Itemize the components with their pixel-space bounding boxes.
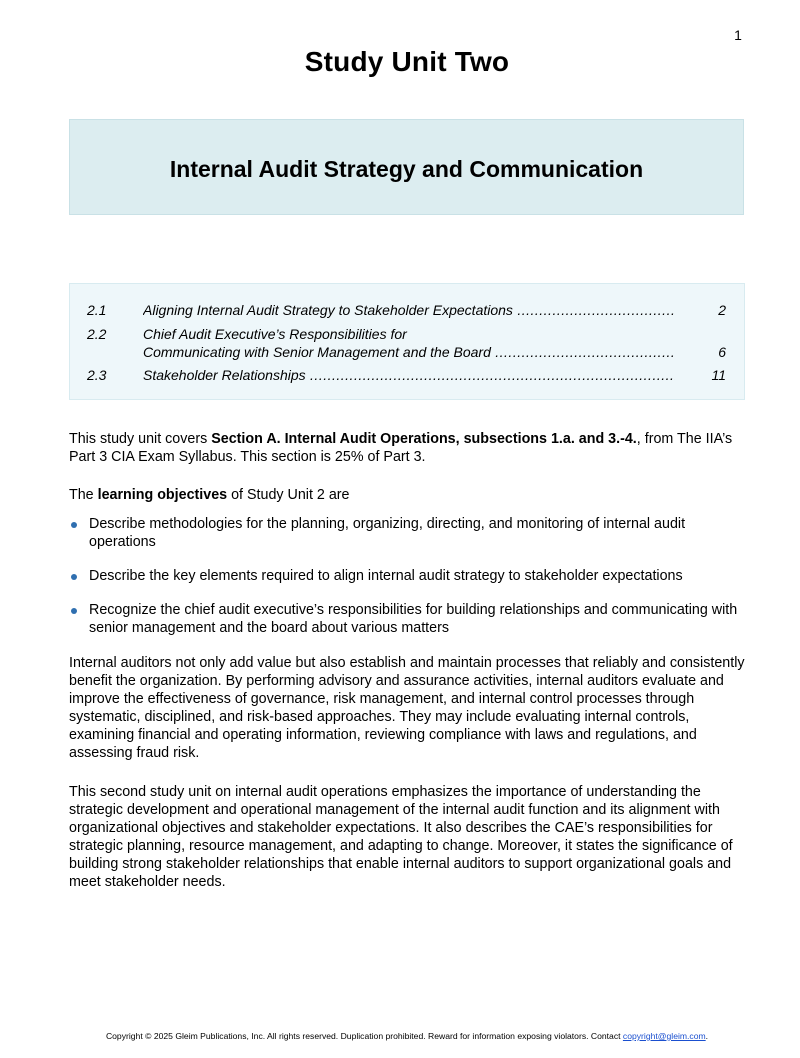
toc-section-title (143, 302, 675, 318)
table-of-contents (69, 283, 745, 400)
body-paragraph-1: Internal auditors not only add value but also establish and maintain processes that reliably and consistently benefit the organization. By performing advisory and assurance activities, internal auditors evaluate and improve the effectiveness of governance, risk management, and internal control processes through systematic, disciplined, and risk-based approaches. They may include evaluating internal controls, examining financial and operating information, reviewing compliance with laws and regulations, and assessing fraud risk. (69, 655, 745, 761)
copyright-footer (0, 1031, 800, 1041)
footer-end: . (705, 1031, 709, 1041)
toc-title-line: Chief Audit Executive’s Responsibilities for (143, 326, 407, 342)
intro-text: This study unit covers (69, 431, 212, 447)
toc-section-number: 2.2 (87, 326, 107, 342)
intro-paragraph (69, 430, 749, 466)
list-item (69, 515, 749, 551)
bullet-icon (71, 574, 77, 580)
toc-page-number: 6 (718, 344, 726, 360)
toc-section-title (143, 367, 675, 383)
objectives-intro-text-end: of Study Unit 2 are (227, 487, 350, 503)
toc-title-line: Stakeholder Relationships ..... (143, 367, 675, 383)
unit-subtitle: Internal Audit Strategy and Communication (169, 156, 644, 182)
contact-email-link[interactable]: copyright@gleim.com (622, 1031, 706, 1041)
toc-section-number: 2.3 (87, 367, 107, 383)
intro-bold-text: Section A. Internal Audit Operations, subsections 1.a. and 3.-4. (211, 431, 637, 447)
body-paragraph-2: This second study unit on internal audit operations emphasizes the importance of understanding the strategic development and operational management of the internal audit function and its alignment with organizational objectives and stakeholder expectations. It also describes the CAE’s responsibilities for strategic planning, resource management, and adapting to change. Moreover, it states the significance of building strong stakeholder relationships that enable internal auditors to support organizational goals and meet stakeholder needs. (69, 784, 733, 890)
list-item (69, 567, 749, 585)
toc-section-number: 2.1 (87, 302, 107, 318)
footer-text: Copyright © 2025 Gleim Publications, Inc. All rights reserved. Duplication prohibited. Reward for information exposing violators. Contact (105, 1031, 623, 1041)
objectives-intro-bold: learning objectives (97, 487, 228, 503)
objective-text: Recognize the chief audit executive’s responsibilities for building relationships and communicating with senior management and the board about various matters (89, 602, 738, 636)
toc-title-line: Communicating with Senior Management and the Board ..... (143, 344, 675, 360)
subtitle-banner (69, 119, 744, 215)
bullet-icon (71, 522, 77, 528)
toc-title-line: Aligning Internal Audit Strategy to Stakeholder Expectations ..... (143, 302, 675, 318)
toc-section-title (143, 326, 675, 360)
unit-title: Study Unit Two (304, 46, 510, 77)
page-number: 1 (734, 27, 742, 43)
learning-objectives-list (69, 515, 749, 653)
list-item (69, 601, 749, 637)
toc-page-number: 11 (711, 367, 726, 383)
toc-page-number: 2 (718, 302, 726, 318)
bullet-icon (71, 608, 77, 614)
objective-text: Describe methodologies for the planning, organizing, directing, and monitoring of internal audit operations (89, 516, 686, 550)
objectives-intro (69, 486, 749, 504)
intro-text-end: , from The IIA’s Part 3 CIA Exam Syllabus. This section is 25% of Part 3. (69, 431, 733, 465)
objectives-intro-text: The (69, 487, 98, 503)
objective-text: Describe the key elements required to align internal audit strategy to stakeholder expectations (89, 568, 683, 584)
